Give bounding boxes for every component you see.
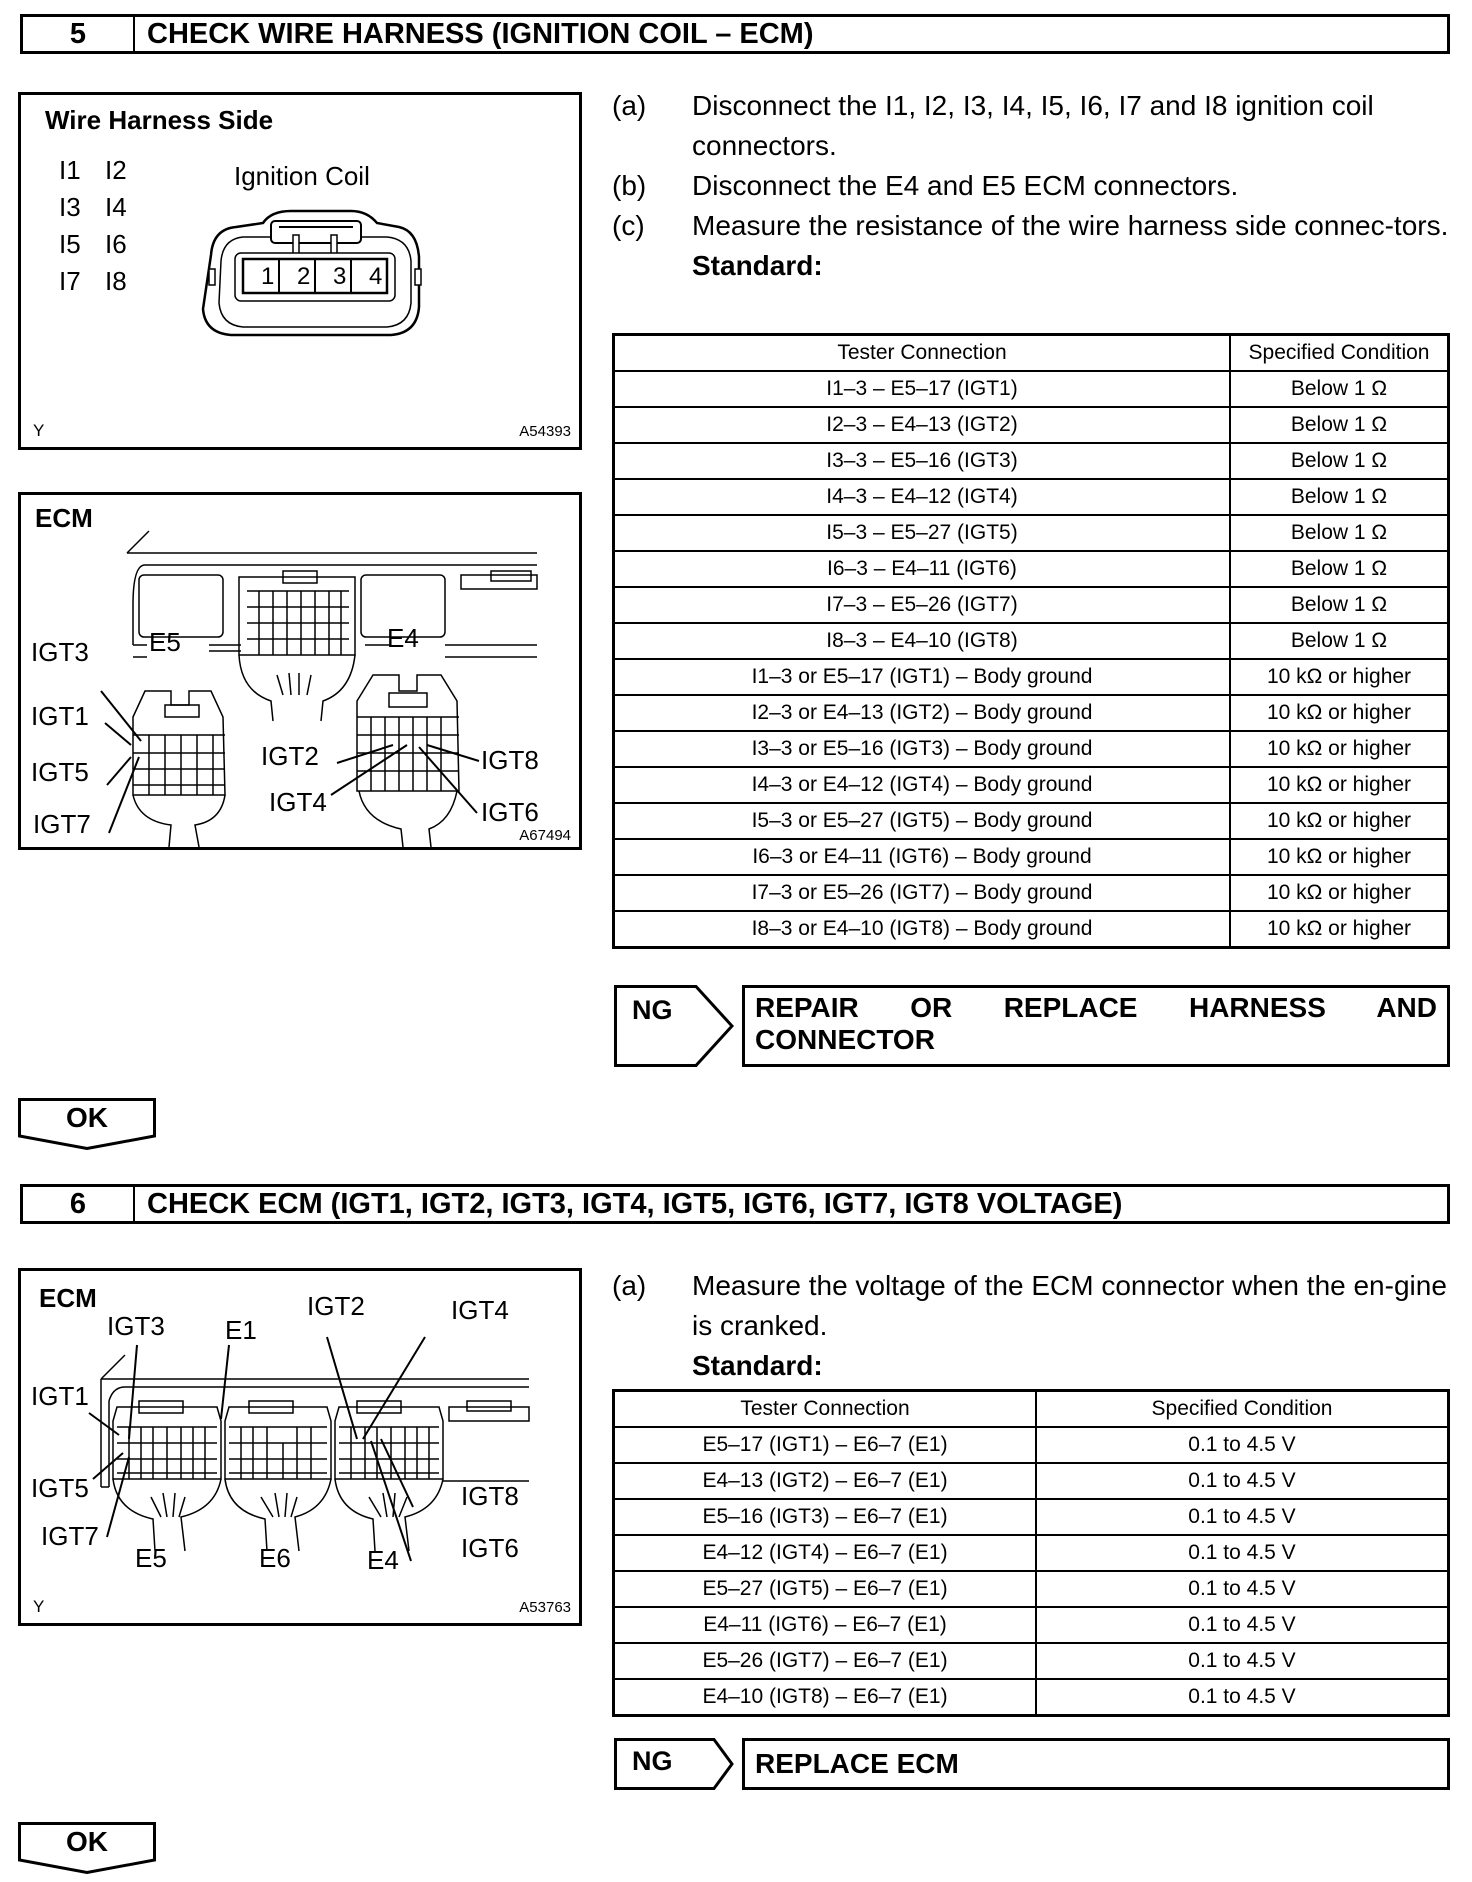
instruction-text: Measure the resistance of the wire harness side connec-tors. <box>692 210 1449 241</box>
standard-label: Standard: <box>692 1350 823 1381</box>
table-row <box>614 695 1449 731</box>
coil-id: I6 <box>105 229 127 259</box>
instruction-key: (a) <box>612 1270 647 1301</box>
specified-condition: 0.1 to 4.5 V <box>1036 1643 1449 1679</box>
table-row <box>614 1463 1449 1499</box>
instruction-item <box>612 86 1454 166</box>
instruction-key: (c) <box>612 210 645 241</box>
specified-condition: 10 kΩ or higher <box>1230 911 1449 948</box>
connector-e5-label: E5 <box>149 627 181 657</box>
specified-condition: 10 kΩ or higher <box>1230 767 1449 803</box>
standard-label: Standard: <box>692 250 823 281</box>
ng-label: NG <box>632 1746 673 1776</box>
table-row <box>614 407 1449 443</box>
specified-condition: Below 1 Ω <box>1230 371 1449 407</box>
pin-label-igt6: IGT6 <box>461 1533 519 1563</box>
tester-connection: I6–3 or E4–11 (IGT6) – Body ground <box>614 839 1231 875</box>
ng-result-branch[interactable] <box>614 1738 1450 1790</box>
pin-number: 3 <box>333 263 347 290</box>
step-title: CHECK WIRE HARNESS (IGNITION COIL – ECM) <box>147 17 814 50</box>
specified-condition: 0.1 to 4.5 V <box>1036 1571 1449 1607</box>
figure-id: A54393 <box>519 423 571 440</box>
ng-result-branch[interactable] <box>614 985 1450 1067</box>
table-row <box>614 911 1449 948</box>
ng-action: REPAIR OR REPLACE HARNESS AND CONNECTOR <box>742 985 1450 1067</box>
ok-result-branch[interactable] <box>18 1098 156 1150</box>
table-row <box>614 1499 1449 1535</box>
tester-connection: E5–16 (IGT3) – E6–7 (E1) <box>614 1499 1037 1535</box>
instruction-key: (b) <box>612 170 647 201</box>
pin-label-igt6: IGT6 <box>481 797 539 827</box>
ignition-coil-connector-icon <box>191 205 431 345</box>
coil-id: I2 <box>105 155 127 185</box>
corner-mark: Y <box>33 421 45 440</box>
connector-e6-label: E6 <box>259 1543 291 1573</box>
instruction-key: (a) <box>612 90 647 121</box>
figure-id: A53763 <box>519 1599 571 1616</box>
tester-connection: I8–3 – E4–10 (IGT8) <box>614 623 1231 659</box>
pin-number: 4 <box>369 263 383 290</box>
instruction-text: Measure the voltage of the ECM connector when the en-gine is cranked. <box>692 1270 1447 1341</box>
table-row <box>614 515 1449 551</box>
specified-condition: Below 1 Ω <box>1230 515 1449 551</box>
pin-label-igt1: IGT1 <box>31 1381 89 1411</box>
specified-condition: 10 kΩ or higher <box>1230 839 1449 875</box>
tester-connection: I7–3 or E5–26 (IGT7) – Body ground <box>614 875 1231 911</box>
connector-label: Ignition Coil <box>234 161 370 191</box>
specified-condition: 0.1 to 4.5 V <box>1036 1499 1449 1535</box>
specified-condition: 10 kΩ or higher <box>1230 731 1449 767</box>
table-row <box>614 479 1449 515</box>
tester-connection: I3–3 – E5–16 (IGT3) <box>614 443 1231 479</box>
table-row <box>614 623 1449 659</box>
table-row <box>614 371 1449 407</box>
table-row <box>614 551 1449 587</box>
table-row <box>614 587 1449 623</box>
coil-id: I3 <box>59 192 81 222</box>
connector-e5-label: E5 <box>135 1543 167 1573</box>
specified-condition: 0.1 to 4.5 V <box>1036 1535 1449 1571</box>
table-row <box>614 1427 1449 1463</box>
pin-label-igt5: IGT5 <box>31 757 89 787</box>
ecm-voltage-figure <box>18 1268 582 1626</box>
table-header-row <box>614 1391 1449 1428</box>
instruction-text: Disconnect the E4 and E5 ECM connectors. <box>692 170 1239 201</box>
pin-label-igt3: IGT3 <box>107 1311 165 1341</box>
tester-connection: I5–3 or E5–27 (IGT5) – Body ground <box>614 803 1231 839</box>
specified-condition: Below 1 Ω <box>1230 623 1449 659</box>
specified-condition: 10 kΩ or higher <box>1230 695 1449 731</box>
pin-label-igt3: IGT3 <box>31 637 89 667</box>
pin-label-igt8: IGT8 <box>461 1481 519 1511</box>
figure-id: A67494 <box>519 827 571 844</box>
step-number: 5 <box>23 17 135 51</box>
tester-connection: E4–12 (IGT4) – E6–7 (E1) <box>614 1535 1037 1571</box>
tester-connection: I1–3 – E5–17 (IGT1) <box>614 371 1231 407</box>
pin-label-igt4: IGT4 <box>451 1295 509 1325</box>
table-row <box>614 767 1449 803</box>
specified-condition: Below 1 Ω <box>1230 443 1449 479</box>
figure-title: ECM <box>35 503 93 533</box>
table-row <box>614 1679 1449 1716</box>
specified-condition: 10 kΩ or higher <box>1230 875 1449 911</box>
ng-action: REPLACE ECM <box>742 1738 1450 1790</box>
coil-id: I4 <box>105 192 127 222</box>
tester-connection: I4–3 – E4–12 (IGT4) <box>614 479 1231 515</box>
specified-condition: 0.1 to 4.5 V <box>1036 1607 1449 1643</box>
table-row <box>614 839 1449 875</box>
specified-condition: Below 1 Ω <box>1230 479 1449 515</box>
tester-connection: I6–3 – E4–11 (IGT6) <box>614 551 1231 587</box>
step6-header <box>20 1184 1450 1224</box>
ecm-connector-figure <box>18 492 582 850</box>
voltage-spec-table <box>612 1389 1450 1717</box>
step-number: 6 <box>23 1187 135 1221</box>
ok-result-branch[interactable] <box>18 1822 156 1874</box>
table-row <box>614 731 1449 767</box>
step6-instructions <box>612 1266 1454 1386</box>
pin-label-igt4: IGT4 <box>269 787 327 817</box>
step5-header <box>20 14 1450 54</box>
tester-connection: I3–3 or E5–16 (IGT3) – Body ground <box>614 731 1231 767</box>
tester-connection: E5–17 (IGT1) – E6–7 (E1) <box>614 1427 1037 1463</box>
table-row <box>614 1607 1449 1643</box>
column-header: Specified Condition <box>1230 335 1449 372</box>
instruction-item <box>612 206 1454 246</box>
specified-condition: 10 kΩ or higher <box>1230 659 1449 695</box>
figure-title: ECM <box>39 1283 97 1313</box>
step5-instructions <box>612 86 1454 286</box>
pin-label-igt2: IGT2 <box>261 741 319 771</box>
tester-connection: E4–11 (IGT6) – E6–7 (E1) <box>614 1607 1037 1643</box>
ng-label: NG <box>632 995 673 1025</box>
pin-label-igt8: IGT8 <box>481 745 539 775</box>
tester-connection: E4–10 (IGT8) – E6–7 (E1) <box>614 1679 1037 1716</box>
ok-label: OK <box>66 1102 108 1133</box>
specified-condition: 10 kΩ or higher <box>1230 803 1449 839</box>
coil-id: I8 <box>105 266 127 296</box>
specified-condition: 0.1 to 4.5 V <box>1036 1427 1449 1463</box>
column-header: Specified Condition <box>1036 1391 1449 1428</box>
specified-condition: Below 1 Ω <box>1230 587 1449 623</box>
wire-harness-figure <box>18 92 582 450</box>
pin-label-e1: E1 <box>225 1315 257 1345</box>
pin-label-igt7: IGT7 <box>41 1521 99 1551</box>
column-header: Tester Connection <box>614 335 1231 372</box>
connector-e4-label: E4 <box>367 1545 399 1575</box>
specified-condition: 0.1 to 4.5 V <box>1036 1463 1449 1499</box>
specified-condition: 0.1 to 4.5 V <box>1036 1679 1449 1716</box>
table-row <box>614 443 1449 479</box>
tester-connection: E5–27 (IGT5) – E6–7 (E1) <box>614 1571 1037 1607</box>
table-row <box>614 803 1449 839</box>
specified-condition: Below 1 Ω <box>1230 551 1449 587</box>
tester-connection: I8–3 or E4–10 (IGT8) – Body ground <box>614 911 1231 948</box>
table-row <box>614 1535 1449 1571</box>
pin-number: 1 <box>261 263 275 290</box>
table-row <box>614 875 1449 911</box>
tester-connection: I4–3 or E4–12 (IGT4) – Body ground <box>614 767 1231 803</box>
coil-id: I7 <box>59 266 81 296</box>
tester-connection: E5–26 (IGT7) – E6–7 (E1) <box>614 1643 1037 1679</box>
corner-mark: Y <box>33 1597 45 1616</box>
tester-connection: E4–13 (IGT2) – E6–7 (E1) <box>614 1463 1037 1499</box>
instruction-text: Disconnect the I1, I2, I3, I4, I5, I6, I7 and I8 ignition coil connectors. <box>692 90 1374 161</box>
tester-connection: I5–3 – E5–27 (IGT5) <box>614 515 1231 551</box>
tester-connection: I2–3 or E4–13 (IGT2) – Body ground <box>614 695 1231 731</box>
figure-title: Wire Harness Side <box>45 105 274 135</box>
pin-number: 2 <box>297 263 311 290</box>
tester-connection: I2–3 – E4–13 (IGT2) <box>614 407 1231 443</box>
table-row <box>614 659 1449 695</box>
table-row <box>614 1643 1449 1679</box>
table-header-row <box>614 335 1449 372</box>
table-row <box>614 1571 1449 1607</box>
pin-label-igt1: IGT1 <box>31 701 89 731</box>
pin-label-igt2: IGT2 <box>307 1291 365 1321</box>
specified-condition: Below 1 Ω <box>1230 407 1449 443</box>
tester-connection: I1–3 or E5–17 (IGT1) – Body ground <box>614 659 1231 695</box>
instruction-item <box>612 1266 1454 1346</box>
pin-label-igt7: IGT7 <box>33 809 91 839</box>
coil-id: I5 <box>59 229 81 259</box>
instruction-item <box>612 166 1454 206</box>
pin-label-igt5: IGT5 <box>31 1473 89 1503</box>
step-title: CHECK ECM (IGT1, IGT2, IGT3, IGT4, IGT5, IGT6, IGT7, IGT8 VOLTAGE) <box>147 1187 1123 1220</box>
connector-e4-label: E4 <box>387 623 419 653</box>
ok-label: OK <box>66 1826 108 1857</box>
resistance-spec-table <box>612 333 1450 949</box>
column-header: Tester Connection <box>614 1391 1037 1428</box>
tester-connection: I7–3 – E5–26 (IGT7) <box>614 587 1231 623</box>
coil-id: I1 <box>59 155 81 185</box>
